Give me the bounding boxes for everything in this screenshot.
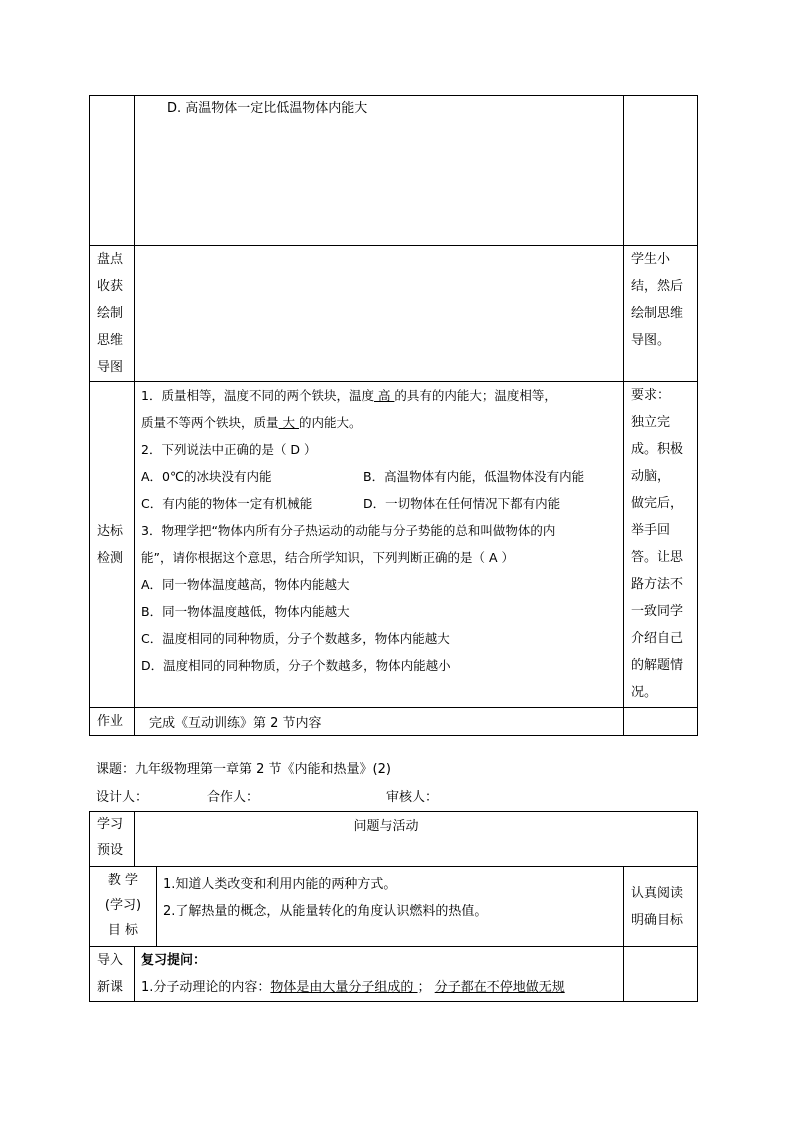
intro-label: 导入 新课 [90,947,135,1002]
row-intro [90,947,698,1002]
summary-note: 学生小 结，然后 绘制思维 导图。 [624,246,698,382]
q3-option-c: C．温度相同的同种物质，分子个数越多，物体内能越大 [141,631,450,646]
row-summary [90,246,698,382]
q2-stem: 2．下列说法中正确的是（ D ） [141,442,317,457]
lesson-table-lower [89,811,698,1002]
row-option-d [90,96,698,246]
cell-option-d [135,96,624,246]
homework-content: 完成《互动训练》第 2 节内容 [135,708,624,736]
q3-option-a: A．同一物体温度越高，物体内能越大 [141,577,350,592]
summary-label: 盘点 收获 绘制 思维 导图 [90,246,135,382]
summary-content [135,246,624,382]
row-header [90,812,698,867]
q2-options-ab: A．0℃的冰块没有内能 B．高温物体有内能，低温物体没有内能 [141,469,585,484]
reviewer-label: 审核人： [386,790,439,805]
review-heading: 复习提问： [141,953,207,968]
q1-line-a: 1．质量相等，温度不同的两个铁块，温度 高 的具有的内能大；温度相等， [141,388,557,403]
header-content: 问题与活动 [135,812,698,867]
goal-item-2: 2.了解热量的概念，从能量转化的角度认识燃料的热值。 [163,904,488,919]
row-goals [90,867,698,947]
q2-options-cd: C．有内能的物体一定有机械能 D．一切物体在任何情况下都有内能 [141,496,561,511]
q3-option-b: B．同一物体温度越低，物体内能越大 [141,604,350,619]
lesson-title: 课题：九年级物理第一章第 2 节《内能和热量》(2) [96,762,391,777]
q3-stem-b: 能”，请你根据这个意思，结合所学知识，下列判断正确的是（ A ） [141,550,514,565]
header-label: 学习 预设 [90,812,135,867]
row-homework [90,708,698,736]
homework-label: 作业 [90,708,135,736]
goals-note: 认真阅读 明确目标 [624,867,698,947]
designer-label: 设计人： [96,790,149,805]
option-d-text: D. 高温物体一定比低温物体内能大 [167,101,368,116]
goal-item-1: 1.知道人类改变和利用内能的两种方式。 [163,877,397,892]
test-label: 达标 检测 [90,382,135,708]
goals-label: 教 学 (学习) 目 标 [90,867,157,947]
lesson-table-upper [89,95,698,736]
cell-empty-label [90,96,135,246]
row-test [90,382,698,708]
goals-content [157,867,624,947]
q3-option-d: D．温度相同的同种物质，分子个数越多，物体内能越小 [141,658,451,673]
test-note: 要求： 独立完 成。积极 动脑， 做完后， 举手回 答。让思 路方法不 一致同学 介绍自己 的解题情 况。 [624,382,698,708]
homework-note [624,708,698,736]
intro-q1: 1.分子动理论的内容：物体是由大量分子组成的 ； 分子都在不停地做无规 [141,980,565,995]
q3-stem-a: 3．物理学把“物体内所有分子热运动的动能与分子势能的总和叫做物体的内 [141,523,556,538]
intro-content [135,947,624,1002]
partner-label: 合作人： [207,790,260,805]
cell-empty-note [624,96,698,246]
intro-note [624,947,698,1002]
test-content [135,382,624,708]
q1-line-b: 质量不等两个铁块，质量 大 的内能大。 [141,415,362,430]
